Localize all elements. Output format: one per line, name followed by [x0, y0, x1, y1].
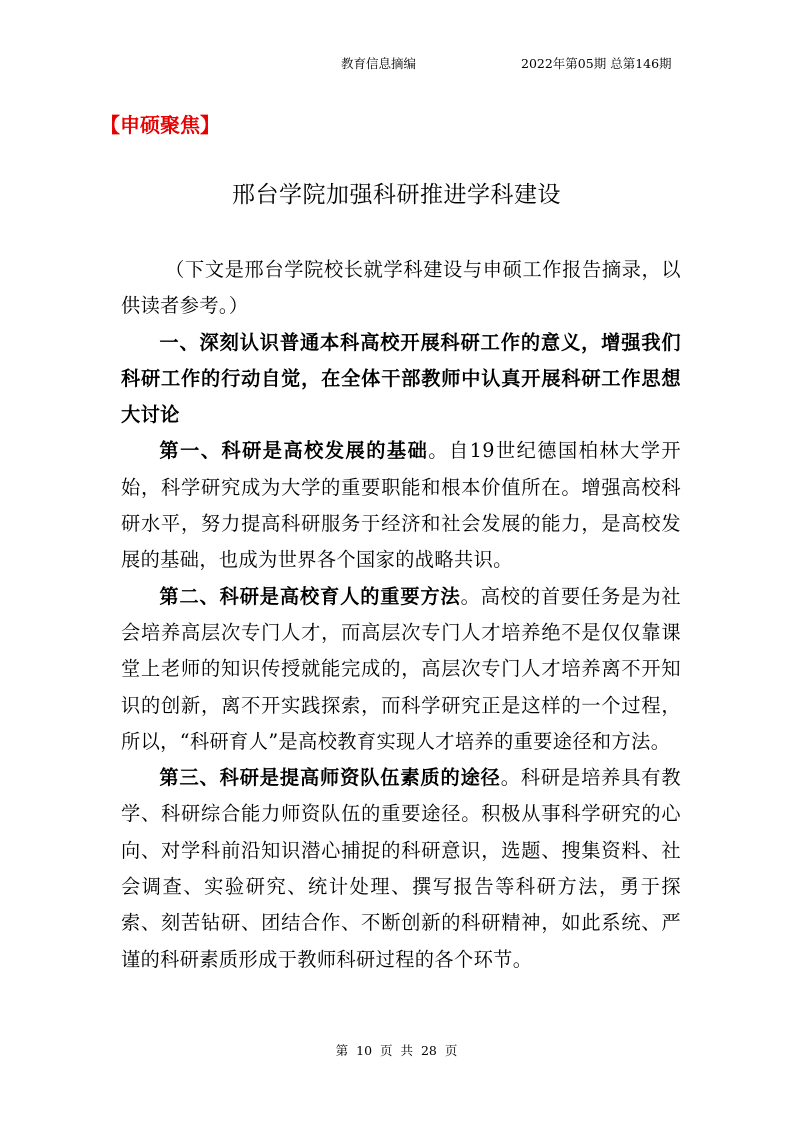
intro-paragraph: （下文是邢台学院校长就学科建设与申硕工作报告摘录，以供读者参考。） — [121, 258, 681, 318]
section-tag: 【申硕聚焦】 — [100, 113, 220, 137]
paragraph-lead: 第二、科研是高校育人的重要方法 — [159, 584, 461, 608]
paragraph-lead: 第一、科研是高校发展的基础 — [159, 439, 429, 463]
page-footer: 第 10 页 共 28 页 — [335, 1043, 458, 1058]
article-title: 邢台学院加强科研推进学科建设 — [232, 182, 561, 208]
paragraph-text: 。高校的首要任务是为社会培养高层次专门人才，而高层次专门人才培养绝不是仅仅靠课堂上老师的知识传授就能完成的，高层次专门人才培养离不开知识的创新，离不开实践探索，而科学研究正是这样的一个过程，所以，“科研育人”是高校教育实现人才培养的重要途径和方法。 — [121, 584, 682, 753]
page-header — [341, 54, 672, 72]
paragraph-lead: 第三、科研是提高师资队伍素质的途径 — [159, 766, 501, 790]
article-body — [121, 252, 681, 978]
section-heading: 一、深刻认识普通本科高校开展科研工作的意义，增强我们科研工作的行动自觉，在全体干部教师中认真开展科研工作思想大讨论 — [121, 330, 681, 427]
paragraph-text: 。科研是培养具有教学、科研综合能力师资队伍的重要途径。积极从事科学研究的心向、对学科前沿知识潜心捕捉的科研意识，选题、搜集资料、社会调查、实验研究、统计处理、撰写报告等科研方法，勇于探索、刻苦钻研、团结合作、不断创新的科研精神，如此系统、严谨的科研素质形成于教师科研过程的各个环节。 — [121, 766, 681, 971]
issue-number: 2022年第05期 总第146期 — [521, 56, 672, 71]
paragraph-2 — [121, 579, 681, 760]
publication-name: 教育信息摘编 — [341, 56, 417, 71]
paragraph-1 — [121, 433, 681, 578]
paragraph-text: 。自19世纪德国柏林大学开始，科学研究成为大学的重要职能和根本价值所在。增强高校科研水平，努力提高科研服务于经济和社会发展的能力，是高校发展的基础，也成为世界各个国家的战略共识。 — [121, 439, 681, 572]
paragraph-3 — [121, 760, 681, 978]
